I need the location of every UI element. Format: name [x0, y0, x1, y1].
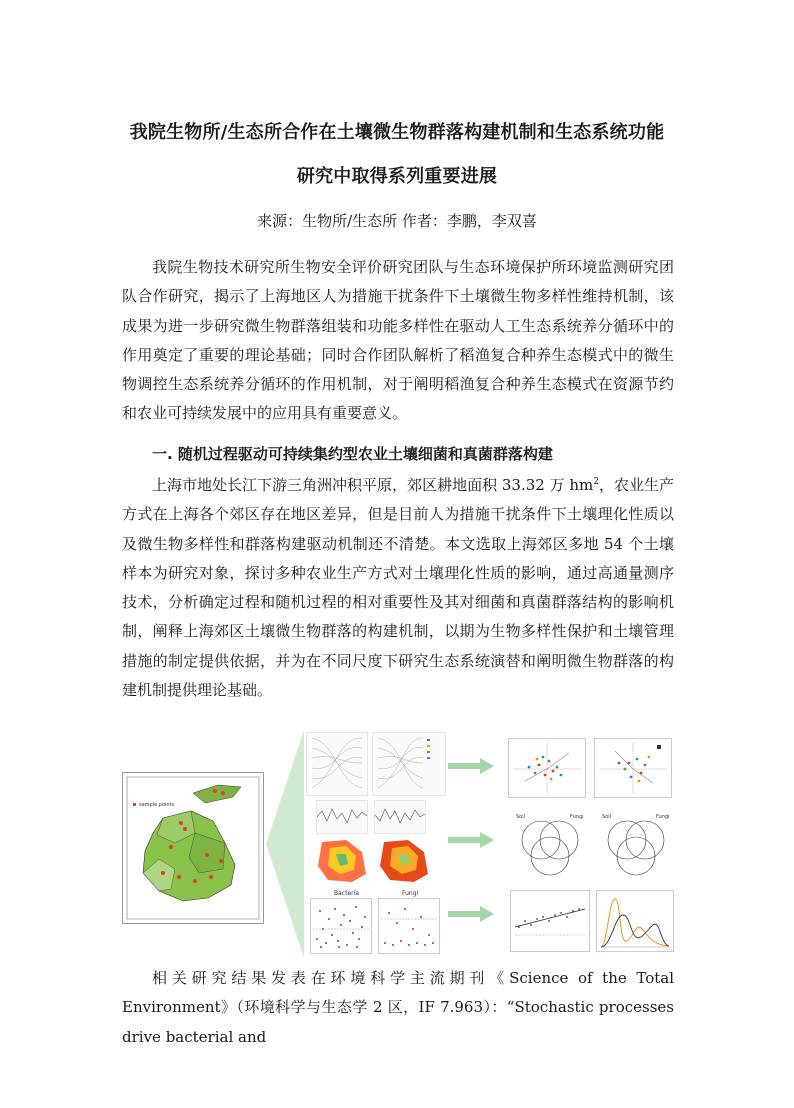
- line-plot-right: [375, 801, 425, 833]
- heatmap-right-shape: [374, 838, 432, 884]
- regression-plot: [511, 891, 589, 951]
- alluvial-plot-left: [307, 733, 367, 795]
- shanghai-map: [123, 773, 263, 923]
- regression-panel: [510, 890, 590, 952]
- density-plot: [597, 891, 673, 951]
- ordination-plot-right: [595, 739, 671, 797]
- venn-left: [514, 814, 586, 880]
- venn-diagram-right: [600, 814, 672, 880]
- venn-right-label-b: Fungi: [656, 814, 670, 820]
- paragraph-section1: [122, 471, 674, 705]
- ordination-panel-right: [594, 738, 672, 798]
- para2-text-a: 上海市地处长江下游三角洲冲积平原，郊区耕地面积 33.32 万 hm: [152, 476, 594, 494]
- para2-text-b: ，农业生产方式在上海各个郊区存在地区差异，但是目前人为措施干扰条件下土壤理化性质以及微生物多样性和群落构建驱动机制还不清楚。本文选取上海郊区多地 54 个土壤样本为研究对象，探讨多种农业生产方式对土壤理化性质的影响，通过高通量测序技术，分析确定过程和随机过程的相对重要性及其对细菌和真菌群落结构的影响机制，阐释上海郊区土壤微生物群落的构建机制，以期为生物多样性保护和土壤管理措施的制定提供依据，并为在不同尺度下研究生态系统演替和阐明微生物群落的构建机制提供理论基础。: [122, 476, 674, 700]
- heatmap-left: [312, 838, 370, 884]
- line-panel-left: [316, 800, 368, 834]
- line-plot-left: [317, 801, 367, 833]
- section-heading-1: 一. 随机过程驱动可持续集约型农业土壤细菌和真菌群落构建: [152, 445, 553, 463]
- ordination-panel-left: [508, 738, 586, 798]
- venn-right-label-a: Soil: [602, 814, 612, 820]
- arrows-column: [446, 730, 496, 958]
- bacteria-label: Bacteria: [334, 890, 359, 897]
- alluvial-panel-right: [372, 732, 446, 796]
- bacteria-scatter: [310, 898, 372, 954]
- venn-left-label-a: Soil: [516, 814, 526, 820]
- fungi-scatter-plot: [379, 899, 439, 953]
- paragraph-intro: 我院生物技术研究所生物安全评价研究团队与生态环境保护所环境监测研究团队合作研究，揭示了上海地区人为措施干扰条件下土壤微生物多样性维持机制，该成果为进一步研究微生物群落组装和功能多样性在驱动人工生态系统养分循环中的作用奠定了重要的理论基础；同时合作团队解析了稻渔复合种养生态模式中的微生物调控生态系统养分循环的作用机制，对于阐明稻渔复合种养生态模式在资源节约和农业可持续发展中的应用具有重要意义。: [122, 258, 674, 423]
- paragraph-publication: 相关研究结果发表在环境科学主流期刊《Science of the Total Environment》（环境科学与生态学 2 区，IF 7.963）：“Stochastic processes drive bacterial and: [122, 969, 674, 1046]
- ordination-plot-left: [509, 739, 585, 797]
- line-panel-right: [374, 800, 426, 834]
- page-title-line2: 研究中取得系列重要进展: [296, 166, 498, 187]
- map-legend: sample points: [139, 802, 175, 808]
- source-author-line: 来源：生物所/生态所 作者：李鹏，李双喜: [257, 212, 537, 230]
- density-panel: [596, 890, 674, 952]
- bacteria-scatter-plot: [311, 899, 371, 953]
- research-figure: [116, 730, 676, 958]
- heatmap-left-shape: [312, 838, 370, 884]
- fungi-scatter: [378, 898, 440, 954]
- venn-diagram-left: [514, 814, 586, 880]
- page-title-line1: 我院生物所/生态所合作在土壤微生物群落构建机制和生态系统功能: [129, 122, 665, 143]
- venn-left-label-b: Fungi: [570, 814, 584, 820]
- zoom-triangle: [266, 730, 306, 958]
- venn-right: [600, 814, 672, 880]
- shanghai-map-panel: [122, 772, 264, 924]
- superscript-2: 2: [593, 477, 599, 487]
- alluvial-plot-right: [373, 733, 445, 795]
- heatmap-right: [374, 838, 432, 884]
- alluvial-panel-left: [306, 732, 368, 796]
- fungi-label: Fungi: [402, 890, 419, 897]
